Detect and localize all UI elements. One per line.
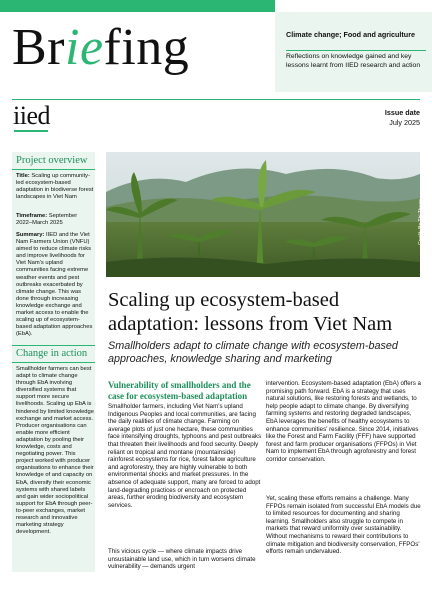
photo-credit: Credit: Bo Thi Thuan	[418, 199, 424, 245]
article-headline: Scaling up ecosystem-based adaptation: lessons from Viet Nam	[108, 289, 393, 335]
summary-label: Summary:	[16, 232, 45, 238]
topic-description: Reflections on knowledge gained and key lessons learnt from IIED research and action	[286, 53, 421, 69]
banana-plantation-photo	[106, 152, 420, 277]
project-overview-heading: Project overview	[16, 155, 88, 166]
wordmark-part: fing	[103, 19, 190, 76]
summary-value: IIED and the Viet Nam Farmers Union (VNFU) aimed to reduce climate risks and improve livelihoods for Viet Nam's upland communities facing extreme weather events and pest outbreaks exacerbated by climate change. This was done through increasing knowledge exchange and market access to enable the scaling up of ecosystem-based adaptation approaches (EbA).	[16, 232, 93, 338]
title-value: Scaling up community-led ecosystem-based adaptation in biodiverse forest landscapes in Viet Nam	[16, 173, 94, 201]
topic-divider	[286, 50, 426, 51]
header-divider	[12, 99, 420, 100]
photo-illustration	[106, 152, 420, 277]
topic-label: Climate change; Food and agriculture	[286, 30, 415, 39]
project-sidebar	[12, 152, 95, 572]
body-paragraph: Smallholder farmers, including Viet Nam's upland Indigenous Peoples and local communities, are facing the daily realities of climate change. Farming on average plots of just one hectare, these communities face intensifying droughts, typhoons and pest outbreaks that threaten their livelihoods and food security. Deeply reliant on tropical and montane (mountainside) rainforest ecosystems for rice, forest fallow agriculture and agroforestry, they are highly vulnerable to both environmental shocks and market pressures. In the absence of adequate support, many are forced to adopt land-degrading practices or encroach on protected areas, further eroding biodiversity and ecosystem services.	[108, 403, 262, 509]
change-in-action-text: Smallholder farmers can best adapt to climate change through EbA involving diversified systems that support more secure livelihoods. Scaling up EbA is hindered by limited knowledge exchange and market access. Producer organisations can enable more efficient adaptation by pooling their knowledge, costs and negotiating power. This project worked with producer organisations to enhance their knowledge of and capacity on EbA, diversify their economic systems with shared labels and gain wider sociopolitical support for EbA through peer-to-peer exchanges, market research and innovative marketing strategy development.	[16, 366, 94, 536]
article-subheading: Smallholders adapt to climate change with ecosystem-based approaches, knowledge sharing and marketing	[108, 340, 398, 365]
wordmark-part: Br	[12, 19, 65, 76]
title-label: Title:	[16, 173, 30, 179]
section-heading: Vulnerability of smallholders and the case for ecosystem-based adaptation	[108, 380, 251, 401]
project-summary	[16, 232, 94, 338]
sidebar-divider	[12, 345, 95, 346]
issue-date-value: July 2025	[389, 118, 420, 127]
body-paragraph: Yet, scaling these efforts remains a challenge. Many FFPOs remain isolated from successful EbA models due to limited resources for documenting and sharing learning. Smallholders also struggle to compete in markets that reward uniformity over sustainability. Without mechanisms to reward their contributions to climate mitigation and biodiversity conservation, FFPOs' efforts remain undervalued.	[266, 495, 421, 556]
change-in-action-heading: Change in action	[16, 348, 88, 359]
project-title	[16, 173, 94, 201]
issue-date-label: Issue date	[384, 108, 420, 117]
project-timeframe	[16, 213, 94, 227]
sidebar-divider	[12, 169, 95, 170]
briefing-wordmark	[12, 18, 189, 78]
sidebar-divider	[12, 362, 95, 363]
topic-box	[275, 12, 432, 92]
wordmark-accent: ie	[65, 19, 104, 76]
logo-underline	[14, 130, 48, 132]
timeframe-value: September 2022–March 2025	[16, 213, 78, 227]
body-paragraph: intervention. Ecosystem-based adaptation (EbA) offers a promising path forward. EbA is a strategy that uses natural solutions, like restoring forests and wetlands, to help people adapt to climate change. By diversifying farming systems and restoring degraded landscapes, EbA leverages the benefits of healthy ecosystems to enhance communities' resilience. Since 2014, initiatives like the Forest and Farm Facility (FFF) have supported forest and farm producer organisations (FFPOs) in Viet Nam to implement EbA through agroforestry and forest corridor conservation.	[266, 380, 422, 463]
iied-logo: iied	[13, 101, 50, 130]
masthead-green-bar	[0, 0, 275, 12]
body-paragraph: This vicious cycle — where climate impacts drive unsustainable land use, which in turn worsens climate vulnerability — demands urgent	[108, 548, 256, 571]
timeframe-label: Timeframe:	[16, 213, 48, 219]
